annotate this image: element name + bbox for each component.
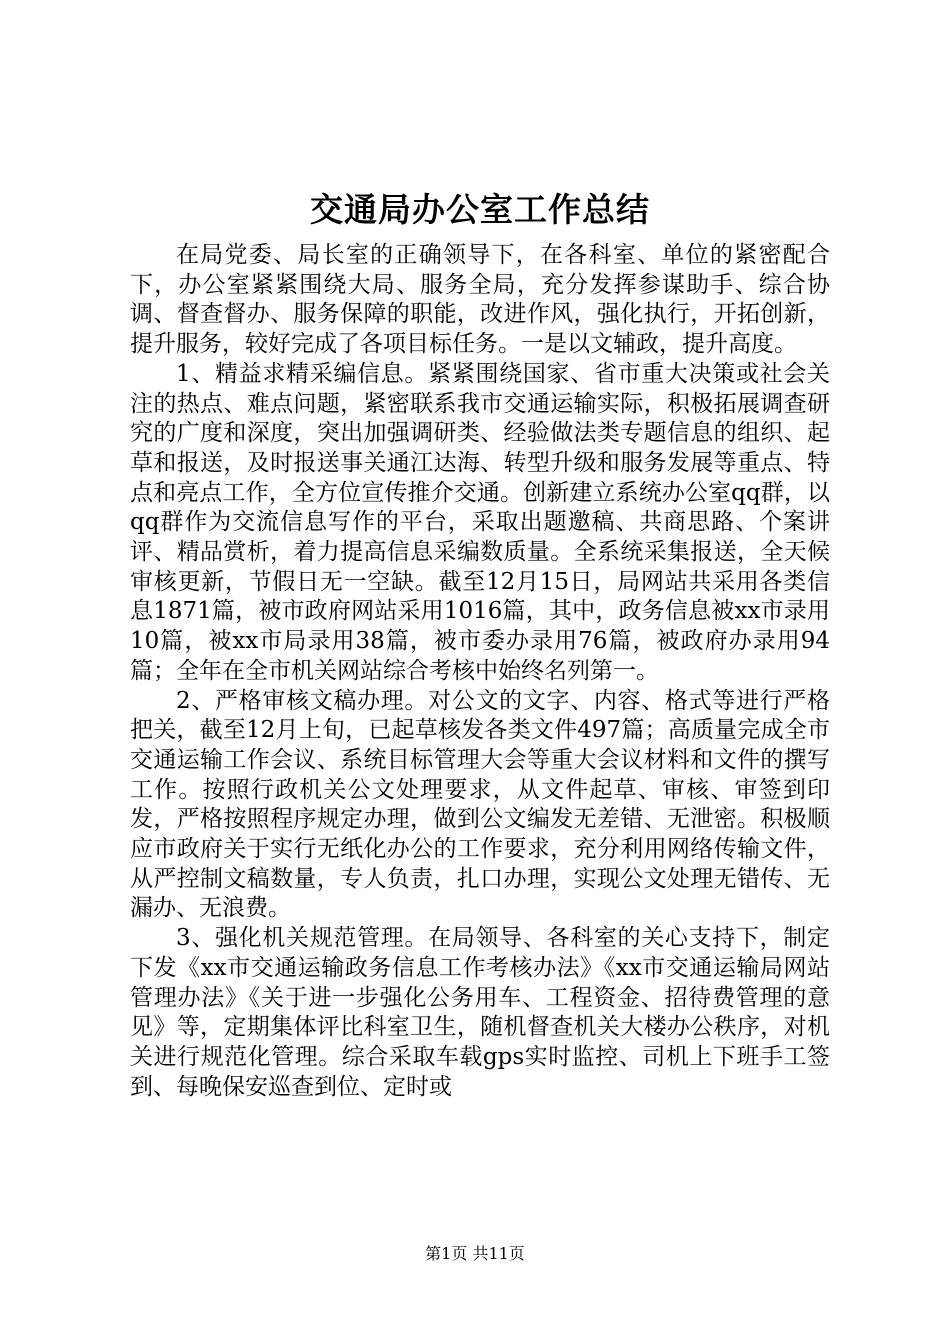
document-page	[130, 185, 830, 1102]
page-footer: 第1页 共11页	[425, 1244, 525, 1263]
paragraph-intro: 在局党委、局长室的正确领导下，在各科室、单位的紧密配合下，办公室紧紧围绕大局、服务全局，充分发挥参谋助手、综合协调、督查督办、服务保障的职能，改进作风，强化执行，开拓创新，提升服务，较好完成了各项目标任务。一是以文辅政，提升高度。	[130, 242, 830, 358]
paragraph-document-handling: 2、严格审核文稿办理。对公文的文字、内容、格式等进行严格把关，截至12月上旬，已起草核发各类文件497篇；高质量完成全市交通运输工作会议、系统目标管理大会等重大会议材料和文件的撰写工作。按照行政机关公文处理要求，从文件起草、审核、审签到印发，严格按照程序规定办理，做到公文编发无差错、无泄密。积极顺应市政府关于实行无纸化办公的工作要求，充分利用网络传输文件，从严控制文稿数量，专人负责，扎口办理，实现公文处理无错传、无漏办、无浪费。	[130, 687, 830, 922]
paragraph-information: 1、精益求精采编信息。紧紧围绕国家、省市重大决策或社会关注的热点、难点问题，紧密联系我市交通运输实际，积极拓展调查研究的广度和深度，突出加强调研类、经验做法类专题信息的组织、起草和报送，及时报送事关通江达海、转型升级和服务发展等重点、特点和亮点工作，全方位宣传推介交通。创新建立系统办公室qq群，以qq群作为交流信息写作的平台，采取出题邀稿、共商思路、个案讲评、精品赏析，着力提高信息采编数质量。全系统采集报送，全天候审核更新，节假日无一空缺。截至12月15日，局网站共采用各类信息1871篇，被市政府网站采用1016篇，其中，政务信息被xx市录用10篇，被xx市局录用38篇，被市委办录用76篇，被政府办录用94篇；全年在全市机关网站综合考核中始终名列第一。	[130, 360, 830, 684]
paragraph-management: 3、强化机关规范管理。在局领导、各科室的关心支持下，制定下发《xx市交通运输政务信息工作考核办法》《xx市交通运输局网站管理办法》《关于进一步强化公务用车、工程资金、招待费管理的意见》等，定期集体评比科室卫生，随机督查机关大楼办公秩序，对机关进行规范化管理。综合采取车载gps实时监控、司机上下班手工签到、每晚保安巡查到位、定时或	[130, 925, 830, 1100]
document-title: 交通局办公室工作总结	[310, 190, 650, 229]
